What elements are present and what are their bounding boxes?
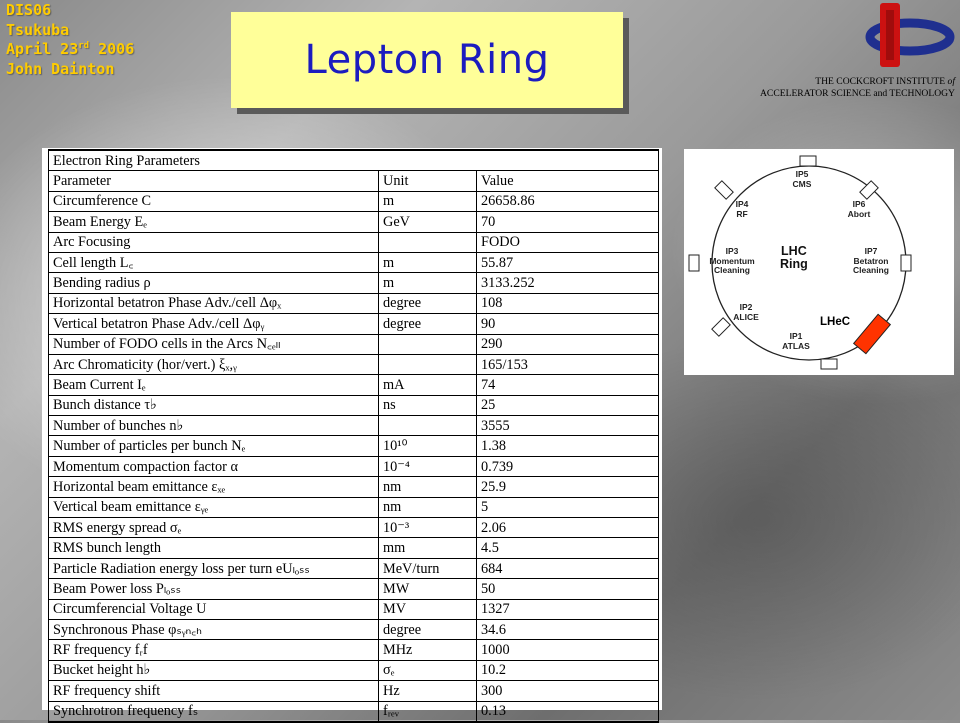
unit-cell: degree [379, 314, 477, 334]
value-cell: 684 [477, 558, 659, 578]
parameter-cell: Horizontal betatron Phase Adv./cell Δφₓ [49, 293, 379, 313]
conference-info [6, 1, 134, 79]
unit-cell: MHz [379, 640, 477, 660]
lhec-label: LHeC [820, 316, 851, 328]
conference-name: DIS06 [6, 1, 52, 19]
table-row [49, 436, 659, 456]
value-cell: 34.6 [477, 619, 659, 639]
table-row [49, 660, 659, 680]
value-cell: 50 [477, 579, 659, 599]
unit-cell: MV [379, 599, 477, 619]
parameter-cell: Number of particles per bunch Nₑ [49, 436, 379, 456]
header-parameter: Parameter [49, 171, 379, 191]
value-cell: 300 [477, 681, 659, 701]
parameter-cell: Bending radius ρ [49, 273, 379, 293]
parameter-cell: Cell length L꜀ [49, 252, 379, 272]
parameter-cell: Vertical beam emittance εᵧₑ [49, 497, 379, 517]
speaker-name: John Dainton [6, 59, 115, 78]
parameter-cell: Bucket height h♭ [49, 660, 379, 680]
value-cell: 0.739 [477, 456, 659, 476]
ip3-label: IP3 Momentum Cleaning [709, 246, 755, 275]
value-cell: 2.06 [477, 518, 659, 538]
table-row [49, 477, 659, 497]
ip4-label: IP4 RF [735, 199, 749, 219]
table-row [49, 334, 659, 354]
header-unit: Unit [379, 171, 477, 191]
parameter-cell: RF frequency shift [49, 681, 379, 701]
value-cell: 5 [477, 497, 659, 517]
value-cell: 0.13 [477, 701, 659, 722]
table-row [49, 191, 659, 211]
ip5-marker-icon [800, 156, 816, 166]
value-cell: 55.87 [477, 252, 659, 272]
parameter-cell: Circumferencial Voltage U [49, 599, 379, 619]
ip1-label: IP1 ATLAS [782, 331, 810, 351]
ip1-marker-icon [821, 359, 837, 369]
table-row [49, 232, 659, 252]
ip2-label: IP2 ALICE [733, 302, 759, 322]
ip7-marker-icon [901, 255, 911, 271]
table-header-row [49, 171, 659, 191]
parameter-cell: Number of bunches n♭ [49, 416, 379, 436]
unit-cell: ns [379, 395, 477, 415]
ip6-marker-icon [860, 181, 878, 199]
table-row [49, 456, 659, 476]
parameter-cell: Particle Radiation energy loss per turn eUₗₒₛₛ [49, 558, 379, 578]
table-row [49, 538, 659, 558]
value-cell: 25 [477, 395, 659, 415]
unit-cell: nm [379, 497, 477, 517]
value-cell: 10.2 [477, 660, 659, 680]
unit-cell: m [379, 252, 477, 272]
unit-cell: MW [379, 579, 477, 599]
header-value: Value [477, 171, 659, 191]
parameter-cell: RMS energy spread σₑ [49, 518, 379, 538]
table-row [49, 599, 659, 619]
conference-date: April 23rd 2006 [6, 40, 135, 58]
electron-ring-parameters-table [48, 149, 659, 723]
value-cell: 74 [477, 375, 659, 395]
unit-cell: degree [379, 619, 477, 639]
parameter-cell: Arc Focusing [49, 232, 379, 252]
parameter-cell: RMS bunch length [49, 538, 379, 558]
unit-cell: m [379, 273, 477, 293]
unit-cell: MeV/turn [379, 558, 477, 578]
unit-cell [379, 354, 477, 374]
parameter-cell: Horizontal beam emittance εₓₑ [49, 477, 379, 497]
table-row [49, 640, 659, 660]
lhc-ring-label: LHC Ring [780, 244, 808, 271]
parameter-cell: Beam Power loss Pₗₒₛₛ [49, 579, 379, 599]
table-row [49, 701, 659, 722]
value-cell: 290 [477, 334, 659, 354]
ip5-label: IP5 CMS [792, 169, 812, 189]
unit-cell [379, 232, 477, 252]
unit-cell: σₑ [379, 660, 477, 680]
institute-name: THE COCKCROFT INSTITUTE of ACCELERATOR SCIENCE and TECHNOLOGY [760, 76, 955, 99]
parameter-cell: Arc Chromaticity (hor/vert.) ξₓ,ᵧ [49, 354, 379, 374]
unit-cell [379, 416, 477, 436]
unit-cell: 10⁻⁴ [379, 456, 477, 476]
table-row [49, 579, 659, 599]
value-cell: 26658.86 [477, 191, 659, 211]
unit-cell: nm [379, 477, 477, 497]
table-row [49, 416, 659, 436]
cockcroft-logo-icon [860, 0, 960, 70]
ip6-label: IP6 Abort [847, 199, 871, 219]
parameter-cell: RF frequency fᵣf [49, 640, 379, 660]
ip7-label: IP7 Betatron Cleaning [853, 246, 889, 275]
table-row [49, 252, 659, 272]
unit-cell: mm [379, 538, 477, 558]
table-row [49, 314, 659, 334]
unit-cell: mA [379, 375, 477, 395]
table-caption: Electron Ring Parameters [49, 150, 659, 171]
table-row [49, 395, 659, 415]
parameter-cell: Synchrotron frequency fₛ [49, 701, 379, 722]
table-row [49, 558, 659, 578]
table-row [49, 619, 659, 639]
table-row [49, 273, 659, 293]
value-cell: 1.38 [477, 436, 659, 456]
table-row [49, 681, 659, 701]
value-cell: FODO [477, 232, 659, 252]
value-cell: 90 [477, 314, 659, 334]
ip3-marker-icon [689, 255, 699, 271]
value-cell: 70 [477, 212, 659, 232]
slide-title: Lepton Ring [304, 37, 550, 83]
parameter-cell: Circumference C [49, 191, 379, 211]
parameter-cell: Beam Energy Eₑ [49, 212, 379, 232]
unit-cell: 10¹⁰ [379, 436, 477, 456]
ip4-marker-icon [715, 181, 733, 199]
table-row [49, 497, 659, 517]
value-cell: 1327 [477, 599, 659, 619]
table-row [49, 212, 659, 232]
unit-cell: Hz [379, 681, 477, 701]
unit-cell: GeV [379, 212, 477, 232]
table-caption-row [49, 150, 659, 171]
parameter-cell: Number of FODO cells in the Arcs N꜀ₑₗₗ [49, 334, 379, 354]
table-row [49, 375, 659, 395]
parameter-cell: Bunch distance τ♭ [49, 395, 379, 415]
value-cell: 108 [477, 293, 659, 313]
value-cell: 3133.252 [477, 273, 659, 293]
lhec-marker-icon [854, 314, 891, 353]
value-cell: 1000 [477, 640, 659, 660]
table-row [49, 518, 659, 538]
parameter-cell: Vertical betatron Phase Adv./cell Δφᵧ [49, 314, 379, 334]
table-row [49, 354, 659, 374]
unit-cell [379, 334, 477, 354]
table-row [49, 293, 659, 313]
parameter-cell: Momentum compaction factor α [49, 456, 379, 476]
conference-location: Tsukuba [6, 20, 70, 39]
title-box [231, 12, 623, 108]
parameter-cell: Beam Current Iₑ [49, 375, 379, 395]
unit-cell: 10⁻³ [379, 518, 477, 538]
value-cell: 165/153 [477, 354, 659, 374]
lhc-ring-diagram [684, 149, 954, 375]
unit-cell: degree [379, 293, 477, 313]
value-cell: 25.9 [477, 477, 659, 497]
value-cell: 4.5 [477, 538, 659, 558]
unit-cell: m [379, 191, 477, 211]
parameter-table-panel [42, 148, 662, 720]
unit-cell: fᵣₑᵥ [379, 701, 477, 722]
parameter-cell: Synchronous Phase φₛᵧₙ꜀ₕ [49, 619, 379, 639]
value-cell: 3555 [477, 416, 659, 436]
